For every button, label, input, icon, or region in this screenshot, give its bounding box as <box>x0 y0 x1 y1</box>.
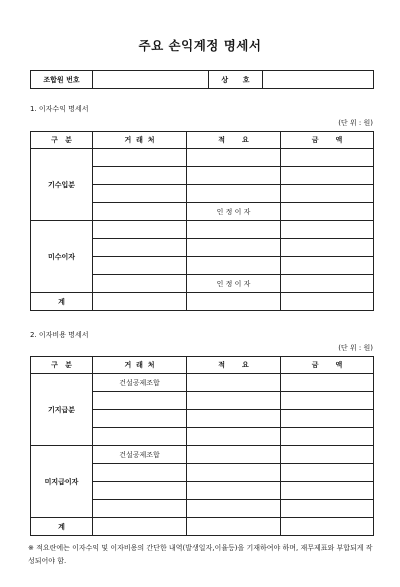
member-info-table <box>30 70 374 89</box>
section2-heading: 2. 이자비용 명세서 <box>30 331 89 339</box>
table-cell[interactable] <box>93 500 187 518</box>
col-header-amount: 금 액 <box>281 357 374 374</box>
table-cell[interactable] <box>93 149 187 167</box>
table-cell[interactable] <box>281 428 374 446</box>
table-cell[interactable] <box>187 392 281 410</box>
interest-expense-table <box>30 356 374 536</box>
recognized-interest-note: 인 정 이 자 <box>187 275 281 293</box>
table-cell[interactable] <box>281 203 374 221</box>
document-title: 주요 손익계정 명세서 <box>138 38 262 53</box>
group-label-received: 기수입분 <box>31 149 93 221</box>
col-header-category: 구 분 <box>31 132 93 149</box>
table-cell[interactable] <box>281 149 374 167</box>
table-cell[interactable] <box>187 500 281 518</box>
table-cell[interactable] <box>281 293 374 311</box>
table-cell[interactable] <box>281 257 374 275</box>
table-cell[interactable] <box>187 239 281 257</box>
table-cell[interactable] <box>93 410 187 428</box>
table-cell[interactable] <box>187 482 281 500</box>
table-cell[interactable] <box>281 482 374 500</box>
company-label: 상 호 <box>209 71 263 89</box>
section1-unit: (단 위 : 원) <box>338 119 373 127</box>
table-cell[interactable] <box>93 221 187 239</box>
member-no-label: 조합원 번호 <box>31 71 93 89</box>
table-cell[interactable] <box>281 518 374 536</box>
col-header-amount: 금 액 <box>281 132 374 149</box>
client-name: 건설공제조합 <box>93 374 187 392</box>
section1-heading: 1. 이자수익 명세서 <box>30 105 89 113</box>
table-cell[interactable] <box>281 410 374 428</box>
client-name: 건설공제조합 <box>93 446 187 464</box>
table-cell[interactable] <box>281 185 374 203</box>
table-cell[interactable] <box>187 221 281 239</box>
table-cell[interactable] <box>281 392 374 410</box>
table-cell[interactable] <box>187 446 281 464</box>
member-no-field[interactable] <box>93 71 209 89</box>
table-cell[interactable] <box>187 428 281 446</box>
total-label: 계 <box>31 293 93 311</box>
table-cell[interactable] <box>281 374 374 392</box>
company-field[interactable] <box>263 71 374 89</box>
col-header-description: 적 요 <box>187 132 281 149</box>
table-cell[interactable] <box>187 374 281 392</box>
group-label-accrued: 미수이자 <box>31 221 93 293</box>
table-cell[interactable] <box>93 203 187 221</box>
table-cell[interactable] <box>281 221 374 239</box>
table-cell[interactable] <box>281 464 374 482</box>
table-cell[interactable] <box>187 518 281 536</box>
table-cell[interactable] <box>93 293 187 311</box>
table-cell[interactable] <box>187 464 281 482</box>
table-cell[interactable] <box>93 239 187 257</box>
table-cell[interactable] <box>187 185 281 203</box>
footnote: ※ 적요란에는 이자수익 및 이자비용의 간단한 내역(발생일자,이율등)을 기재하여야 하며, 재무제표와 부합되게 작성되어야 함. <box>28 544 373 565</box>
table-cell[interactable] <box>93 482 187 500</box>
col-header-client: 거 래 처 <box>93 132 187 149</box>
col-header-category: 구 분 <box>31 357 93 374</box>
table-cell[interactable] <box>187 257 281 275</box>
table-cell[interactable] <box>187 293 281 311</box>
table-cell[interactable] <box>93 257 187 275</box>
table-cell[interactable] <box>281 275 374 293</box>
table-cell[interactable] <box>187 149 281 167</box>
table-cell[interactable] <box>187 410 281 428</box>
group-label-unpaid: 미지급이자 <box>31 446 93 518</box>
section2-unit: (단 위 : 원) <box>338 344 373 352</box>
table-cell[interactable] <box>281 239 374 257</box>
table-cell[interactable] <box>93 518 187 536</box>
table-cell[interactable] <box>281 167 374 185</box>
table-cell[interactable] <box>281 500 374 518</box>
col-header-description: 적 요 <box>187 357 281 374</box>
group-label-paid: 기지급분 <box>31 374 93 446</box>
table-cell[interactable] <box>93 167 187 185</box>
table-cell[interactable] <box>187 167 281 185</box>
interest-income-table <box>30 131 374 311</box>
recognized-interest-note: 인 정 이 자 <box>187 203 281 221</box>
table-cell[interactable] <box>93 275 187 293</box>
col-header-client: 거 래 처 <box>93 357 187 374</box>
table-cell[interactable] <box>281 446 374 464</box>
table-cell[interactable] <box>93 464 187 482</box>
table-cell[interactable] <box>93 392 187 410</box>
total-label: 계 <box>31 518 93 536</box>
table-cell[interactable] <box>93 428 187 446</box>
table-cell[interactable] <box>93 185 187 203</box>
